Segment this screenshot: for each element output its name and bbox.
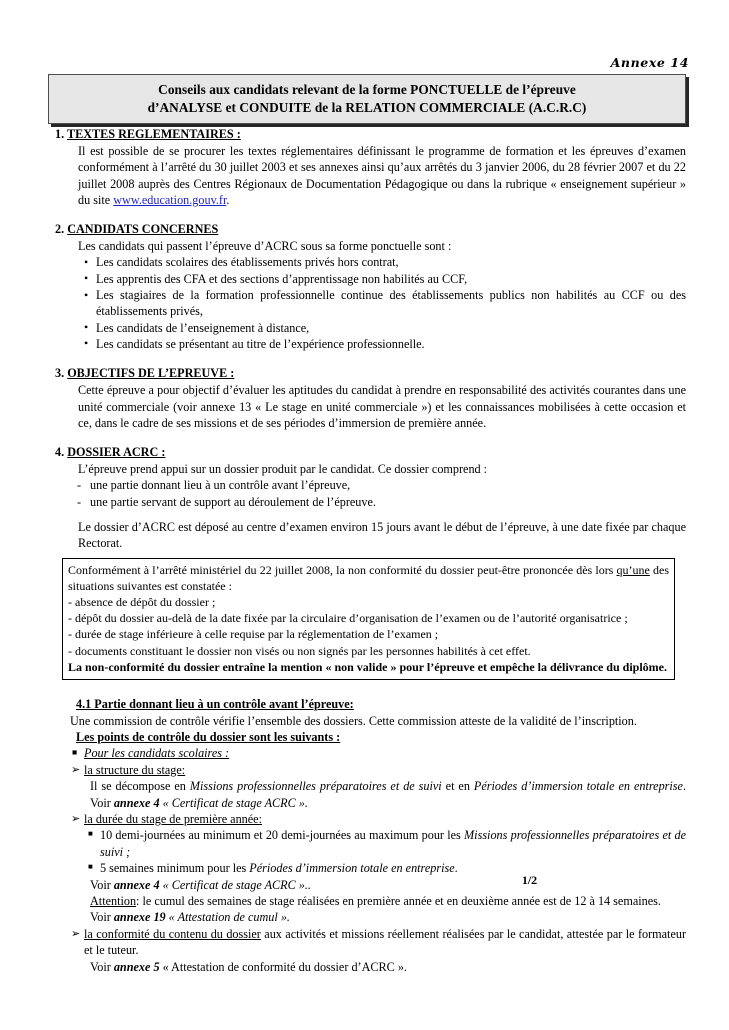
structure-italic-2: Périodes d’immersion totale en entreprise xyxy=(473,779,683,794)
spacer xyxy=(0,431,729,444)
section-1-text-a: Il est possible de se procurer les textes réglementaires définissant le programme de formation et les épreuves d’examen conformément à l’arrêté du 30 juillet 2003 et ses annexes ainsi qu’aux arrêtés du 3 janvier 2006, du 28 février 2007 et du 22 juillet 2008 auprès des Centres Régionaux de Documentation Pédagogique ou dans la rubrique « enseignement supérieur » du site xyxy=(78,144,686,207)
annexe-label: Annexe 14 xyxy=(610,55,689,70)
section-3-title: OBJECTIFS DE L’EPREUVE : xyxy=(67,366,235,381)
duree-item2-b: . xyxy=(454,861,458,876)
section-2-bullet-list xyxy=(0,254,686,352)
list-item: • Les candidats de l’enseignement à distance, xyxy=(96,320,686,336)
page-number: 1/2 xyxy=(521,873,538,887)
candidats-scolaires-list xyxy=(0,745,686,761)
points-controle-heading: Les points de contrôle du dossier sont les suivants : xyxy=(76,729,341,744)
structure-text-b: et en xyxy=(441,779,474,794)
annexe-5-ref: annexe 5 xyxy=(113,959,160,974)
voir-label-3: Voir xyxy=(90,959,114,974)
section-4-title: DOSSIER ACRC : xyxy=(67,445,166,460)
list-item: • Les apprentis des CFA et des sections d’apprentissage non habilités au CCF, xyxy=(96,271,686,287)
section-1-heading xyxy=(55,126,729,142)
duree-item2-a: 5 semaines minimum pour les xyxy=(100,861,250,876)
voir-label-2: Voir xyxy=(90,910,114,925)
conformity-item: - documents constituant le dossier non visés ou non signés par les personnes habilités à cet effet. xyxy=(68,643,531,658)
title-line-1: Conseils aux candidats relevant de la forme PONCTUELLE de l’épreuve xyxy=(158,82,576,97)
section-1-paragraph xyxy=(78,143,686,208)
structure-text-c: . Voir xyxy=(90,779,686,810)
conformity-notice-box xyxy=(62,558,675,680)
list-item: • Les candidats scolaires des établissements privés hors contrat, xyxy=(96,254,686,270)
duree-item1-b: ; xyxy=(123,844,131,859)
section-textes-reglementaires xyxy=(0,126,729,208)
voir-annexe-5-line xyxy=(90,959,686,975)
section-4-heading xyxy=(55,444,729,460)
structure-text-a: Il se décompose en xyxy=(90,779,190,794)
conformity-intro-underlined: qu’une xyxy=(616,562,650,577)
spacer xyxy=(0,680,729,696)
section-2-title: CANDIDATS CONCERNES xyxy=(67,222,219,237)
conformite-label: la conformité du contenu du dossier xyxy=(84,926,261,941)
annexe-19-title: « Attestation de cumul ». xyxy=(165,910,290,925)
section-1-text-b: . xyxy=(226,192,230,207)
conformity-intro xyxy=(68,562,669,594)
duree-stage-label: la durée du stage de première année: xyxy=(84,811,262,826)
spacer xyxy=(0,510,729,519)
structure-stage-label: la structure du stage: xyxy=(84,762,186,777)
conformite-text: aux activités et missions réellement réalisées par le candidat, attestée par le formateur et le tuteur. xyxy=(84,926,687,958)
structure-stage-list xyxy=(0,762,686,778)
attention-line xyxy=(90,893,686,909)
structure-annexe-ref: annexe 4 xyxy=(113,795,160,810)
section-4-intro: L’épreuve prend appui sur un dossier produit par le candidat. Ce dossier comprend : xyxy=(78,462,488,477)
education-gouv-link[interactable]: www.education.gouv.fr xyxy=(113,192,227,207)
attention-text: : le cumul des semaines de stage réalisées en première année et en deuxième année est de 12 à 14 semaines. xyxy=(136,894,661,909)
section-4-dash-list xyxy=(0,477,686,510)
annexe-5-title: « Attestation de conformité du dossier d’ACRC ». xyxy=(159,959,407,974)
title-banner xyxy=(48,74,686,124)
subsection-4-1-heading: 4.1 Partie donnant lieu à un contrôle avant l’épreuve: xyxy=(76,697,354,712)
section-1-number: 1. xyxy=(55,127,65,141)
annexe-4-title: « Certificat de stage ACRC ».. xyxy=(159,877,311,892)
section-4-number: 4. xyxy=(55,445,65,460)
conformite-contenu-list xyxy=(0,926,686,959)
structure-italic-1: Missions professionnelles préparatoires et de suivi xyxy=(189,779,442,794)
duree-item1-italic: Missions professionnelles préparatoires et de suivi xyxy=(100,828,686,859)
duree-stage-list xyxy=(0,811,686,827)
section-4-deposit-paragraph: Le dossier d’ACRC est déposé au centre d’examen environ 15 jours avant le début de l’épreuve, à une date fixée par chaque Rectorat. xyxy=(78,520,686,551)
section-2-number: 2. xyxy=(55,222,65,237)
conformity-intro-a: Conformément à l’arrêté ministériel du 22 juillet 2008, la non conformité du dossier peut-être prononcée dès lors xyxy=(68,562,617,577)
conformity-intro-b: des situations suivantes est constatée : xyxy=(68,562,669,593)
title-line-2: d’ANALYSE et CONDUITE de la RELATION COMMERCIALE (A.C.R.C) xyxy=(147,99,587,115)
section-3-heading xyxy=(55,365,729,381)
spacer xyxy=(0,208,729,221)
section-candidats-concernes xyxy=(0,221,729,352)
conformity-item: - dépôt du dossier au-delà de la date fixée par la circulaire d’organisation de l’examen ou de l’autorité organisatrice ; xyxy=(68,611,628,626)
section-2-heading xyxy=(55,221,729,237)
list-item xyxy=(100,827,686,860)
list-item xyxy=(84,926,686,959)
spacer xyxy=(0,352,729,365)
duree-stage-sublist xyxy=(0,827,686,876)
title-banner-container xyxy=(48,74,686,124)
list-item: ■ Pour les candidats scolaires : xyxy=(84,745,686,761)
attention-label: Attention xyxy=(90,894,137,909)
annexe-19-ref: annexe 19 xyxy=(113,910,166,925)
list-item: - une partie donnant lieu à un contrôle avant l’épreuve, xyxy=(90,477,686,493)
section-2-intro: Les candidats qui passent l’épreuve d’ACRC sous sa forme ponctuelle sont : xyxy=(78,239,452,254)
list-item: • Les stagiaires de la formation professionnelle continue des établissements publics non habilités au CCF ou des établissements privés, xyxy=(96,287,686,320)
duree-item2-italic: Périodes d’immersion totale en entreprise xyxy=(249,861,455,876)
list-item xyxy=(84,762,686,778)
structure-annexe-title: « Certificat de stage ACRC ». xyxy=(159,795,308,810)
section-objectifs-epreuve xyxy=(0,365,729,431)
conformity-conclusion: La non-conformité du dossier entraîne la mention « non valide » pour l’épreuve et empêche la délivrance du diplôme. xyxy=(68,659,667,674)
voir-label-1: Voir xyxy=(90,877,114,892)
list-item xyxy=(84,811,686,827)
structure-stage-text xyxy=(90,778,686,811)
section-dossier-acrc xyxy=(0,444,729,551)
list-item: • Les candidats se présentant au titre de l’expérience professionnelle. xyxy=(96,336,686,352)
subsection-4-1 xyxy=(0,696,729,975)
section-3-paragraph: Cette épreuve a pour objectif d’évaluer les aptitudes du candidat à prendre en responsabilité des activités courantes dans une unité commerciale (voir annexe 13 « Le stage en unité commerciale ») et les connaissances mobilisées à cette occasion et ce, dans le cadre de ses missions et de ses périodes d’immersion de première année. xyxy=(78,383,686,430)
document-body xyxy=(0,126,729,975)
voir-annexe-19-line xyxy=(90,909,686,925)
duree-item1-a: 10 demi-journées au minimum et 20 demi-journées au maximum pour les xyxy=(100,828,465,843)
section-3-number: 3. xyxy=(55,366,65,381)
subsection-4-1-intro: Une commission de contrôle vérifie l’ensemble des dossiers. Cette commission atteste de la validité de l’inscription. xyxy=(70,713,637,728)
section-1-title: TEXTES REGLEMENTAIRES : xyxy=(66,127,241,141)
conformity-item: - absence de dépôt du dossier ; xyxy=(68,595,216,610)
annexe-4-ref: annexe 4 xyxy=(113,877,160,892)
list-item: - une partie servant de support au déroulement de l’épreuve. xyxy=(90,494,686,510)
conformity-item: - durée de stage inférieure à celle requise par la réglementation de l’examen ; xyxy=(68,627,439,642)
